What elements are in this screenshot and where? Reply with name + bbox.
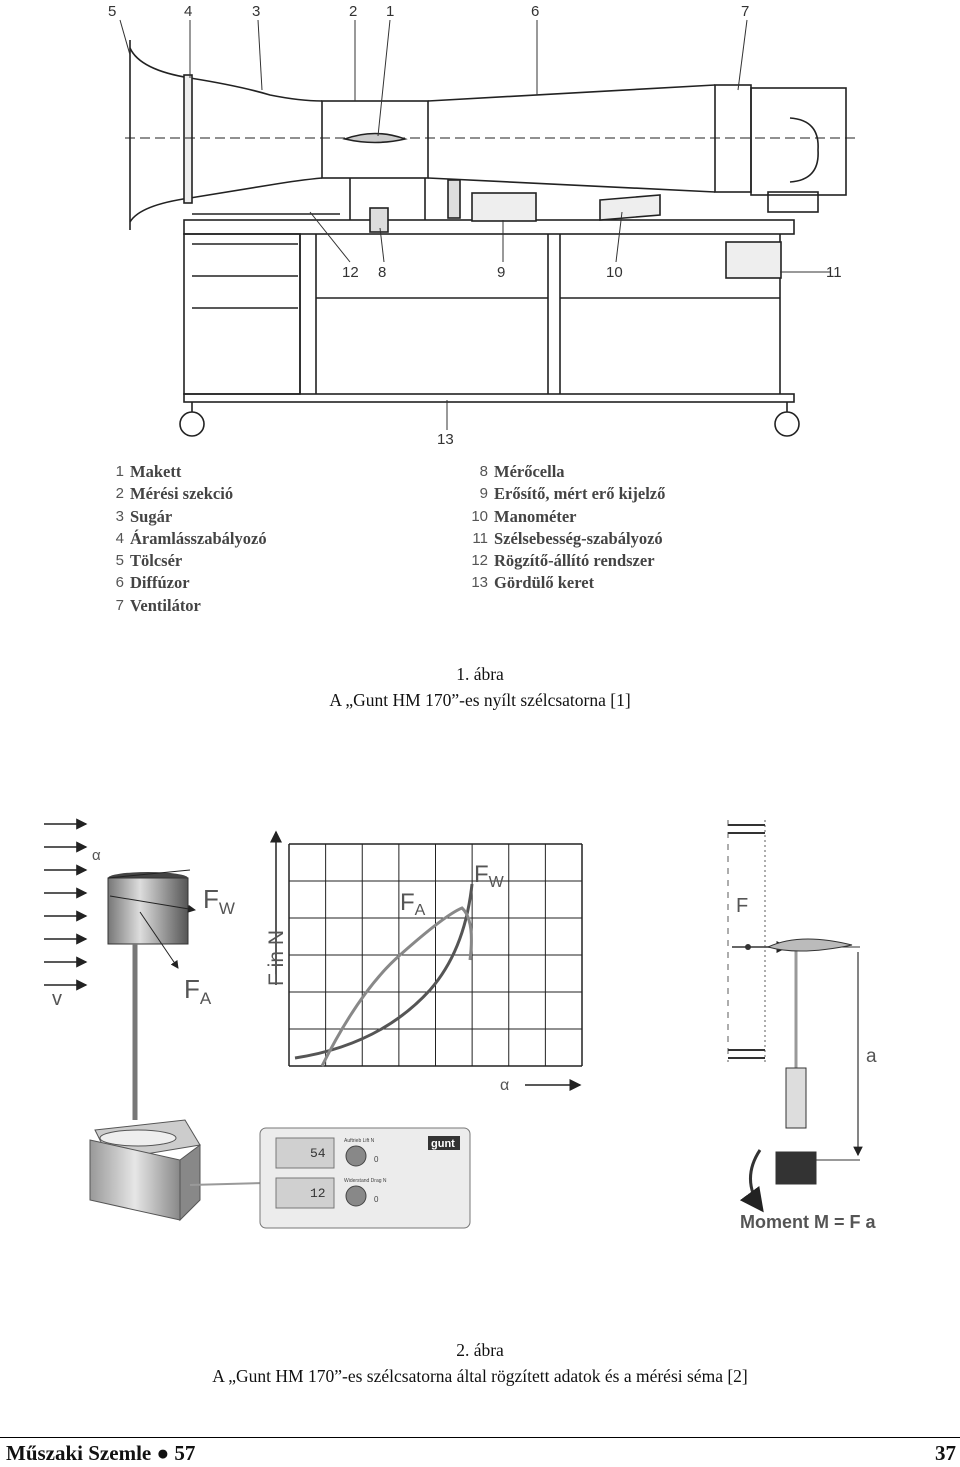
figure1-caption-text: A „Gunt HM 170”-es nyílt szélcsatorna [1] <box>329 690 631 710</box>
fa-curve <box>322 908 471 1066</box>
alpha-label: α <box>92 847 101 864</box>
journal-name: Műszaki Szemle ● 57 <box>6 1441 196 1465</box>
callout-8: 8 <box>378 264 387 281</box>
callout-7: 7 <box>741 3 750 20</box>
lift-force-label: $F_A$ <box>184 974 212 1008</box>
figure2-caption-number: 2. ábra <box>456 1340 504 1360</box>
chart-fw-label: $F_W$ <box>474 861 504 891</box>
legend-item: 5 Tölcsér <box>115 551 183 571</box>
lift-channel-label: Auftrieb Lift N <box>344 1138 375 1144</box>
arm-length-label: a <box>866 1046 877 1067</box>
callout-5: 5 <box>108 3 117 20</box>
legend-item: 6 Diffúzor <box>115 573 190 593</box>
chart-fa-label: $F_A$ <box>400 889 426 919</box>
figure1-caption-number: 1. ábra <box>456 664 504 684</box>
velocity-label: v <box>52 988 62 1010</box>
callout-11: 11 <box>826 264 842 281</box>
legend-item: 10 Manométer <box>471 506 577 526</box>
amplifier-device <box>260 1128 470 1228</box>
callout-2: 2 <box>349 3 358 20</box>
legend-item: 7 Ventilátor <box>115 595 201 615</box>
legend-left <box>104 461 267 617</box>
page-footer <box>0 1437 960 1467</box>
brand-logo: gunt <box>431 1138 455 1150</box>
drag-knob-zero: 0 <box>374 1195 379 1204</box>
callout-10: 10 <box>606 264 623 281</box>
callout-3: 3 <box>252 3 261 20</box>
callout-labels <box>108 3 842 448</box>
figure2-caption-text: A „Gunt HM 170”-es szélcsatorna által rögzített adatok és a mérési séma [2] <box>212 1366 748 1386</box>
legend-item: 4 Áramlásszabályozó <box>115 528 267 548</box>
callout-1: 1 <box>386 3 395 20</box>
callout-6: 6 <box>531 3 540 20</box>
flow-arrows <box>44 824 86 985</box>
force-label: F <box>736 895 749 917</box>
callout-13: 13 <box>437 431 454 448</box>
y-axis-label: F in N <box>265 929 288 986</box>
legend-item: 8 Mérőcella <box>479 462 565 481</box>
callout-4: 4 <box>184 3 193 20</box>
legend-item: 9 Erősítő, mért erő kijelző <box>479 484 666 504</box>
lift-knob-zero: 0 <box>374 1155 379 1164</box>
page-number: 37 <box>935 1441 956 1465</box>
legend-item: 13 Gördülő keret <box>471 573 595 593</box>
chart-grid <box>289 844 582 1066</box>
drag-display-value: 12 <box>310 1186 326 1201</box>
measurement-scheme-figure <box>0 800 960 1260</box>
legend-item: 12 Rögzítő-állító rendszer <box>471 551 655 571</box>
x-axis-label: α <box>500 1077 510 1094</box>
legend-item: 2 Mérési szekció <box>115 484 234 504</box>
legend-right <box>468 461 665 595</box>
callout-12: 12 <box>342 264 359 281</box>
legend-item: 3 Sugár <box>115 506 173 526</box>
wind-tunnel-drawing <box>0 0 960 460</box>
moment-formula-label: Moment M = F a <box>740 1212 876 1232</box>
callout-9: 9 <box>497 264 506 281</box>
drag-force-label: $F_W$ <box>203 884 235 918</box>
legend-item: 1 Makett <box>115 462 182 481</box>
legend-item: 11 Szélsebesség-szabályozó <box>472 528 663 548</box>
drag-channel-label: Widerstand Drag N <box>344 1178 387 1184</box>
lift-display-value: 54 <box>310 1146 326 1161</box>
